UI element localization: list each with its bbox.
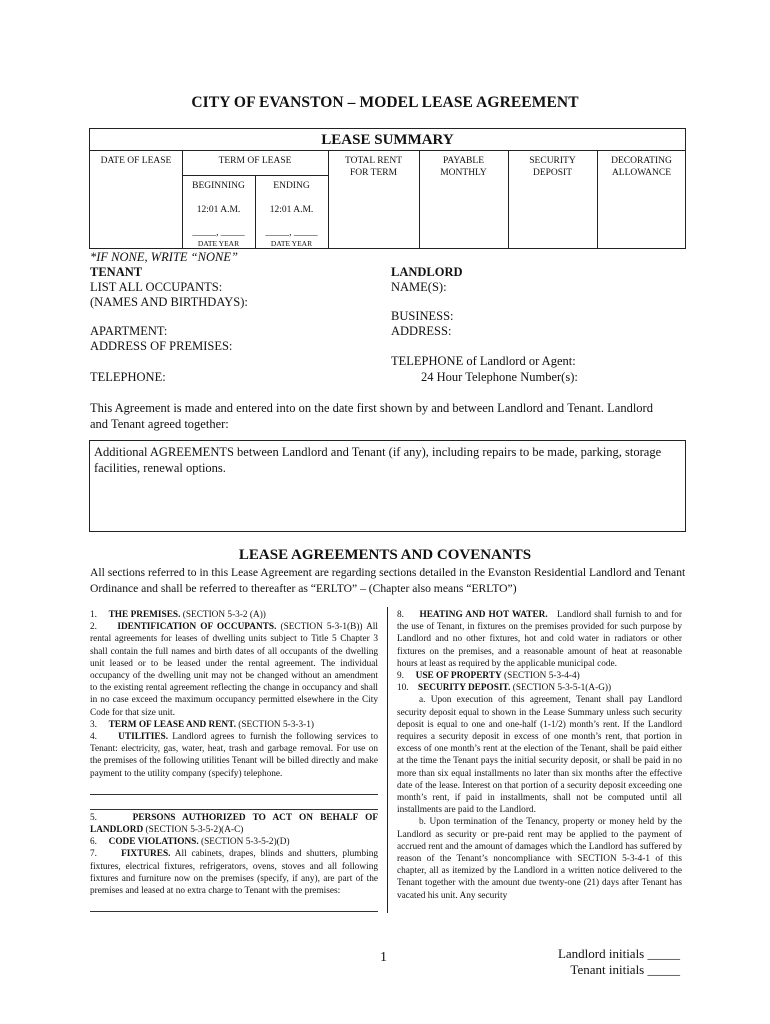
end-time: 12:01 A.M. (269, 205, 314, 215)
section-7 (90, 848, 378, 897)
landlord-heading: LANDLORD (391, 265, 463, 279)
total-rent-line1: TOTAL RENT (344, 156, 403, 166)
security-deposit-header (508, 155, 597, 179)
lease-summary-heading: LEASE SUMMARY (90, 129, 685, 151)
covenants-intro-line2: Ordinance and shall be referred to thereafter as “ERLTO” – (Chapter also means “ERLTO”) (90, 582, 517, 595)
section-ref: (SECTION 5-3-5-2)(A-C) (145, 825, 244, 836)
covenants-intro-line1: All sections referred to in this Lease Agreement are regarding sections detailed in the Evanston Residential Landlord and Tenant (90, 566, 686, 579)
utilities-blank-line[interactable] (90, 798, 378, 810)
additional-line2: facilities, renewal options. (94, 461, 226, 475)
payable-line1: PAYABLE (442, 156, 484, 166)
landlord-24hour-label: 24 Hour Telephone Number(s): (421, 370, 578, 384)
section-heading: SECURITY DEPOSIT. (417, 683, 511, 694)
section-heading: PERSONS AUTHORIZED TO ACT ON BEHALF OF LANDLORD (90, 812, 378, 836)
section-body: All rental agreements for leases of dwelling units subject to Title 5 Chapter 3 shall contain the full names and birth dates of all occupants of the dwelling unit leased or to be leased under the rental agreement. The individual occupancy of the dwelling unit may not be changed without an amendment to the existing rental agreement reflecting the change in occupancy and shall in no case exceed the maximum occupancy permitted elsewhere in the City Code for that size unit. (90, 622, 378, 718)
utilities-blank-line[interactable] (90, 783, 378, 795)
decorating-allowance-header (597, 155, 686, 179)
begin-blank[interactable]: _____, _____ (192, 228, 245, 238)
section-number: 2. (90, 622, 97, 633)
section-number: 5. (90, 812, 97, 823)
section-body: All cabinets, drapes, blinds and shutters, plumbing fixtures, electrical fixtures, refrigerators, ovens, stoves and all following fixtures and furniture now on the premises (specify, if any), are part of the premises and leased at no extra charge to Tenant with the premises: (90, 849, 378, 897)
begin-date-year-label: DATE YEAR (197, 239, 240, 248)
section-9 (397, 670, 682, 682)
security-line1: SECURITY (529, 156, 576, 166)
section-ref: (SECTION 5-3-2 (A)) (182, 610, 266, 620)
section-5 (90, 812, 378, 836)
section-ref: (SECTION 5-3-5-1(A-G)) (512, 683, 612, 694)
date-of-lease-header: DATE OF LEASE (100, 156, 172, 166)
landlord-business-label: BUSINESS: (391, 309, 454, 323)
agreement-line1: This Agreement is made and entered into on the date first shown by and between Landlord and Tenant. Landlord (90, 401, 653, 415)
section-10a: a. Upon execution of this agreement, Tenant shall pay Landlord security deposit equal to shown in the Lease Summary unless such security deposit is equal to one and one-half (1-1/2) month’s rent. If the Landlord requires a security deposit in excess of one month’s rent, that portion in excess of one month’s rent at the election of the Tenant, shall be paid either at the time the Tenant pays the initial security deposit, or shall be paid in no more than six equal installments no later than six months after the effective date of the lease. Interest on that portion of a security deposit exceeding one month’s rent, if paid in installments, shall not be computed until all installments are paid to the Landlord. (397, 695, 682, 816)
additional-line1: Additional AGREEMENTS between Landlord and Tenant (if any), including repairs to be made, parking, storage (94, 445, 662, 459)
additional-agreements-box[interactable] (89, 440, 686, 532)
left-column (90, 609, 378, 914)
section-4 (90, 731, 378, 780)
lease-summary-table (89, 128, 686, 249)
section-heading: USE OF PROPERTY (415, 671, 502, 682)
begin-time: 12:01 A.M. (196, 205, 241, 215)
section-number: 6. (90, 837, 97, 848)
section-heading: TERM OF LEASE AND RENT. (108, 719, 236, 730)
section-body: Landlord agrees to furnish the following services to Tenant: electricity, gas, water, heat, trash and garbage removal. For use on the premises of the following utilities Tenant will be billed directly and make payment to the utility company (specify) telephone. (90, 732, 379, 779)
section-6 (90, 836, 378, 848)
tenant-initials[interactable]: Tenant initials _____ (570, 962, 680, 977)
payable-monthly-header (419, 155, 508, 179)
landlord-initials[interactable]: Landlord initials _____ (557, 946, 680, 961)
beginning-label: BEGINNING (192, 181, 245, 191)
landlord-address-label: ADDRESS: (391, 324, 452, 338)
covenants-intro (90, 565, 690, 597)
section-ref: (SECTION 5-3-3-1) (238, 719, 314, 730)
decorating-line2: ALLOWANCE (611, 168, 672, 178)
document-title: CITY OF EVANSTON – MODEL LEASE AGREEMENT (191, 94, 579, 111)
section-ref: (SECTION 5-3-4-4) (504, 671, 580, 682)
landlord-telephone-label: TELEPHONE of Landlord or Agent: (391, 354, 576, 368)
end-blank[interactable]: _____, _____ (265, 228, 318, 238)
section-8 (397, 609, 682, 670)
tenant-telephone-label: TELEPHONE: (90, 370, 166, 384)
section-3 (90, 719, 378, 731)
covenants-heading: LEASE AGREEMENTS AND COVENANTS (238, 547, 532, 563)
if-none-note: *IF NONE, WRITE “NONE” (90, 250, 238, 264)
decorating-line1: DECORATING (611, 156, 672, 166)
section-10 (397, 682, 682, 694)
section-10b: b. Upon termination of the Tenancy, property or money held by the Landlord as security or pre-paid rent may be applied to the payment of accrued rent and the amount of damages which the Landlord has suffered by reason of the Tenant’s noncompliance with SECTION 5-3-4-1 of this chapter, all as itemized by the Landlord in a written notice delivered to the Tenant together with the amount due twenty-one (21) days after Tenant has vacated his unit. Any security (397, 817, 682, 901)
section-heading: HEATING AND HOT WATER. (419, 610, 548, 620)
section-number: 8. (397, 610, 404, 620)
right-column (397, 609, 682, 902)
section-number: 7. (90, 849, 97, 860)
security-line2: DEPOSIT (532, 168, 573, 178)
tenant-names-label: (NAMES AND BIRTHDAYS): (90, 295, 248, 309)
payable-line2: MONTHLY (440, 168, 487, 178)
section-heading: THE PREMISES. (108, 610, 181, 620)
section-number: 4. (90, 732, 97, 743)
term-of-lease-header: TERM OF LEASE (218, 156, 292, 166)
fixtures-blank-line[interactable] (90, 900, 378, 912)
section-body: Landlord shall furnish to and for the use of Tenant, in fixtures on the premises provided for such purpose by Landlord and no other fixtures, hot and cold water in radiators or other fixtures on the premises, and a reasonable amount of heat at reasonable hours at least as required by the applicable municipal code. (397, 610, 683, 669)
section-number: 3. (90, 719, 97, 730)
end-date-year-label: DATE YEAR (270, 239, 313, 248)
section-1 (90, 609, 378, 621)
tenant-heading: TENANT (90, 265, 143, 279)
section-2 (90, 621, 378, 719)
agreement-statement (90, 400, 690, 432)
section-heading: UTILITIES. (118, 732, 169, 743)
agreement-line2: and Tenant agreed together: (90, 417, 229, 431)
section-ref: (SECTION 5-3-5-2)(D) (201, 837, 290, 848)
section-number: 9. (397, 671, 404, 682)
section-heading: FIXTURES. (121, 849, 171, 860)
total-rent-header (328, 155, 419, 179)
page-number: 1 (380, 950, 387, 965)
section-heading: CODE VIOLATIONS. (108, 837, 199, 848)
total-rent-line2: FOR TERM (349, 168, 398, 178)
section-number: 1. (90, 610, 97, 620)
landlord-names-label: NAME(S): (391, 280, 447, 294)
tenant-apartment-label: APARTMENT: (90, 324, 168, 338)
column-separator (387, 607, 388, 913)
tenant-occupants-label: LIST ALL OCCUPANTS: (90, 280, 223, 294)
section-number: 10. (397, 683, 409, 694)
term-hline (182, 175, 328, 176)
section-heading: IDENTIFICATION OF OCCUPANTS. (117, 622, 277, 633)
section-ref: (SECTION 5-3-1(B)) (280, 622, 363, 633)
tenant-address-label: ADDRESS OF PREMISES: (90, 339, 233, 353)
ending-label: ENDING (273, 181, 310, 191)
